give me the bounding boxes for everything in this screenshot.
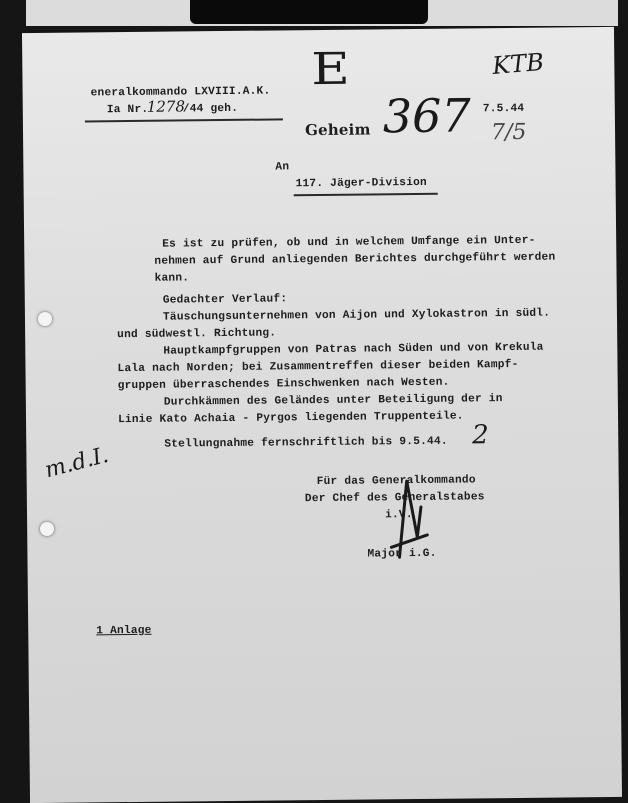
scribble-mark: 7/5 — [490, 119, 527, 146]
classification-stamp: Geheim — [304, 120, 371, 140]
command-line: eneralkommando LXVIII.A.K. — [90, 85, 271, 100]
course-line: Lala nach Norden; bei Zusammentreffen dieser beiden Kampf- — [117, 358, 519, 376]
enclosure-note: 1 Anlage — [96, 624, 152, 638]
course-line: Linie Kato Achaia - Pyrgos liegenden Truppenteile. — [117, 410, 464, 427]
course-line: Täuschungsunternehmen von Aijon und Xylokastron in südl. — [162, 307, 551, 324]
signature-line-3: i.V. — [384, 509, 413, 522]
addressee-recipient: 117. Jäger-Division — [295, 176, 427, 191]
statement-line: Stellungnahme fernschriftlich bis 9.5.44. — [164, 435, 448, 451]
punch-hole — [38, 312, 52, 326]
date: 7.5.44 — [482, 102, 525, 116]
intro-line: Es ist zu prüfen, ob und in welchem Umfange ein Unter- — [162, 234, 536, 251]
addressee-underline — [294, 193, 438, 197]
punch-hole — [40, 522, 54, 536]
binder-clip — [190, 0, 428, 24]
signature-line-2: Der Chef des Generalstabes — [304, 491, 485, 506]
course-line: und südwestl. Richtung. — [117, 327, 277, 342]
margin-initials: m.d.I. — [42, 442, 112, 484]
intro-line: kann. — [154, 272, 190, 285]
corner-mark-ktb: KTB — [491, 47, 545, 80]
course-line: Durchkämmen des Geländes unter Beteiligung der in — [163, 393, 503, 409]
course-line: Hauptkampfgruppen von Patras nach Süden und von Krekula — [163, 341, 544, 358]
signature-line-1: Für das Generalkommando — [316, 474, 476, 489]
signature-rank: Major i.G. — [367, 547, 437, 561]
intro-line: nehmen auf Grund anliegenden Berichtes durchgeführt werden — [154, 251, 556, 268]
reference-suffix: /44 geh. — [182, 102, 239, 116]
reference-label: Ia Nr. — [106, 103, 149, 117]
handwritten-number: 367 — [382, 88, 471, 144]
course-line: gruppen überraschendes Einschwenken nach Westen. — [117, 376, 450, 393]
addressee-prefix: An — [275, 161, 290, 174]
course-heading: Gedachter Verlauf: — [162, 293, 288, 307]
handwritten-mark-e: E — [310, 43, 350, 96]
document-page — [22, 27, 622, 803]
reference-number-handwritten: 1278 — [146, 97, 186, 116]
reference-underline — [85, 118, 283, 122]
statement-annotation: 2 — [472, 420, 489, 451]
